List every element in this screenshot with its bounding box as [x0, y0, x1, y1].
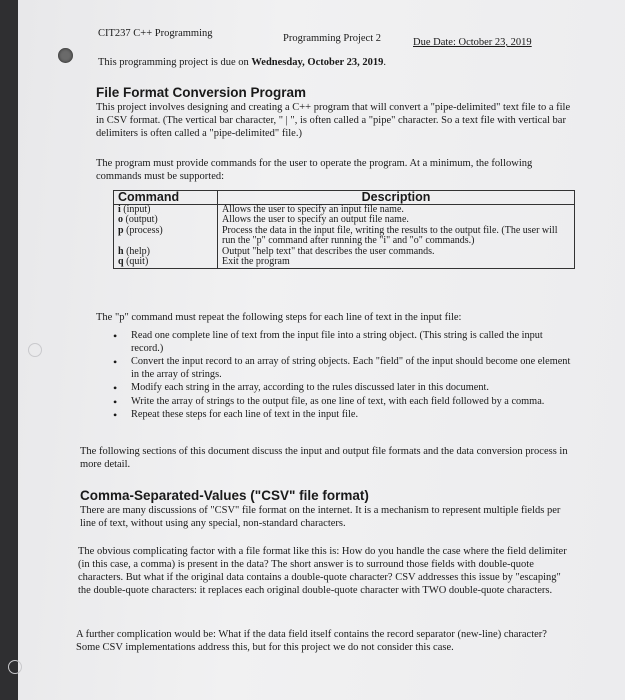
- list-item: • Repeat these steps for each line of text in the input file.: [113, 409, 573, 422]
- header-due-date: Due Date: October 23, 2019: [413, 37, 532, 48]
- table-cell-description: Output "help text" that describes the user commands.: [218, 247, 575, 258]
- due-notice: This programming project is due on Wednesday, October 23, 2019.: [98, 57, 386, 68]
- list-item: • Modify each string in the array, according to the rules discussed later in this document.: [113, 382, 573, 395]
- csv-paragraph-2: The obvious complicating factor with a file format like this is: How do you handle the case where the field delimiter (in this case, a comma) is present in the data? The short answer is to surround those fields with double-quote characters. But what if the original data contains a double-quote character? CSV addresses this issue by "escaping" the double-quote characters: it replaces each original double-quote character with TWO double-quote characters.: [78, 546, 567, 596]
- table-row: [114, 226, 575, 247]
- table-header-command: Command: [114, 191, 218, 205]
- table-cell-description: Allows the user to specify an input file name.: [218, 204, 575, 215]
- table-cell-command: i (input): [114, 204, 218, 215]
- document-page: [18, 0, 625, 700]
- table-row: [114, 215, 575, 226]
- intro-paragraph: This project involves designing and creating a C++ program that will convert a "pipe-delimited" text file to a file in CSV format. (The vertical bar character, " | ", is often called a "pipe" character. So a text file with vertical bar delimiters is often called a "pipe-delimited" file.): [96, 102, 571, 139]
- binder-hole-faint: [28, 343, 42, 357]
- list-item: • Convert the input record to an array of string objects. Each "field" of the input should become one element in the array of strings.: [113, 356, 573, 381]
- list-item: • Read one complete line of text from the input file into a string object. (This string is called the input record.): [113, 330, 573, 355]
- table-cell-command: p (process): [114, 226, 218, 247]
- binder-hole: [58, 48, 73, 63]
- table-cell-description: Allows the user to specify an output file name.: [218, 215, 575, 226]
- following-sections-paragraph: The following sections of this document discuss the input and output file formats and the data conversion process in more detail.: [80, 446, 568, 470]
- list-item: • Write the array of strings to the output file, as one line of text, with each field followed by a comma.: [113, 396, 573, 409]
- table-cell-command: o (output): [114, 215, 218, 226]
- table-cell-command: h (help): [114, 247, 218, 258]
- table-row: [114, 257, 575, 268]
- table-header-description: Description: [218, 191, 575, 205]
- section-title: File Format Conversion Program: [96, 85, 307, 100]
- table-cell-command: q (quit): [114, 257, 218, 268]
- binder-hole-faint: [8, 660, 22, 674]
- csv-paragraph-3: A further complication would be: What if the data field itself contains the record separator (new-line) character? Some CSV implementations address this, but for this project we do not consider this case.: [76, 629, 547, 653]
- header-course: CIT237 C++ Programming: [98, 28, 213, 39]
- table-cell-description: Exit the program: [218, 257, 575, 268]
- table-cell-description: Process the data in the input file, writing the results to the output file. (The user will run the "p" command after running the "i" and "o" commands.): [218, 226, 575, 247]
- commands-table: [113, 190, 575, 269]
- steps-list: [113, 330, 573, 423]
- table-header-row: [114, 191, 575, 205]
- steps-intro: The "p" command must repeat the following steps for each line of text in the input file:: [96, 312, 462, 323]
- commands-intro-paragraph: The program must provide commands for the user to operate the program. At a minimum, the following commands must be supported:: [96, 158, 533, 182]
- csv-section-title: Comma-Separated-Values ("CSV" file format): [80, 488, 369, 503]
- csv-paragraph-1: There are many discussions of "CSV" file format on the internet. It is a mechanism to represent multiple fields per line of text, without using any special, non-standard characters.: [80, 505, 561, 529]
- table-row: [114, 247, 575, 258]
- header-project: Programming Project 2: [283, 33, 381, 44]
